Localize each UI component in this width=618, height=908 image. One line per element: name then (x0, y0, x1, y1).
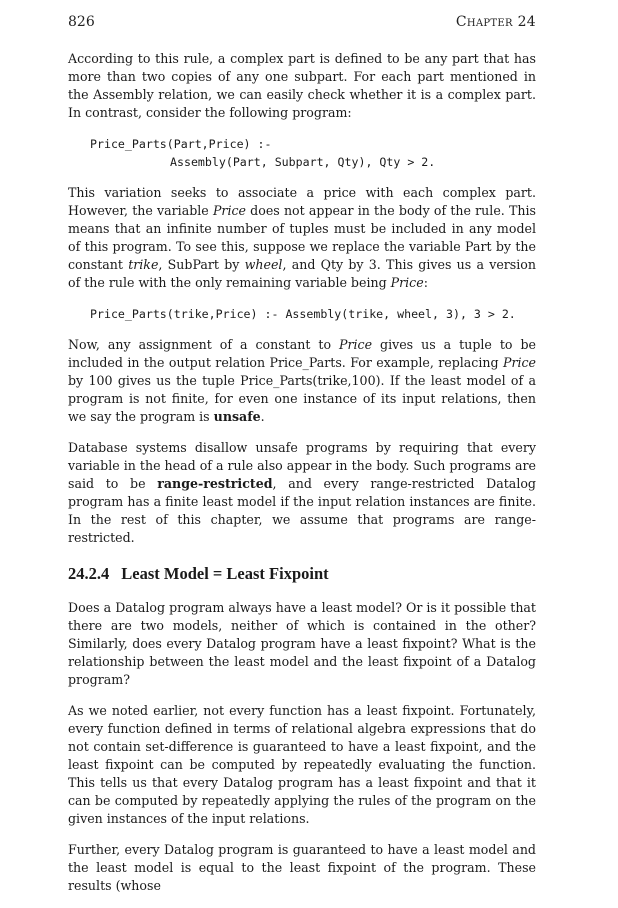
page-header (68, 14, 536, 30)
paragraph-range-restricted (68, 439, 536, 547)
variable-price: Price (339, 337, 373, 352)
code-block-price-parts (68, 135, 536, 171)
paragraph-questions: Does a Datalog program always have a least model? Or is it possible that there are two models, neither of which is contained in the other? Similarly, does every Datalog program have a least fixpoint? What is the relationship between the least model and the least fixpoint of a Datalog program? (68, 600, 536, 687)
paragraph-fixpoint: As we noted earlier, not every function has a least fixpoint. Fortunately, every function defined in terms of relational algebra expressions that do not contain set-difference is guaranteed to have a least fixpoint, and the least fixpoint can be computed by repeatedly evaluating the function. This tells us that every Datalog program has a least fixpoint and that it can be computed by repeatedly applying the rules of the program on the given instances of the input relations. (68, 703, 536, 826)
text-span: , and every range-restricted Datalog program has a finite least model if the input relation instances are finite. In the rest of this chapter, we assume that programs are range-restricted. (68, 476, 536, 545)
variable-price: Price (502, 355, 536, 370)
text-span: . (260, 409, 265, 424)
constant-trike: trike (128, 257, 159, 272)
page-body (68, 50, 536, 908)
paragraph-variation (68, 184, 536, 292)
text-span: : (423, 275, 428, 290)
paragraph-assignment (68, 336, 536, 426)
variable-price: Price (390, 275, 424, 290)
text-span: Database systems disallow unsafe programs by requiring that every variable in the head of a rule also appear in the body. Such programs are said to be (68, 440, 536, 491)
text-span: This variation seeks to associate a price with each complex part. However, the variable (68, 185, 536, 218)
code-line: Price_Parts(Part,Price) :- (90, 137, 272, 151)
chapter-label: Chapter 24 (455, 14, 536, 30)
section-number: 24.2.4 (68, 564, 110, 583)
term-range-restricted: range-restricted (157, 476, 273, 491)
text-span: does not appear in the body of the rule. This means that an infinite number of tuples must be included in any model of this program. To see this, suppose we replace the variable Part by the constant (68, 203, 536, 272)
paragraph-least-model: Further, every Datalog program is guaranteed to have a least model and the least model is equal to the least fixpoint of the program. These results (whose (68, 842, 536, 893)
variable-price: Price (212, 203, 246, 218)
text-span: , and Qty by 3. This gives us a version of the rule with the only remaining variable being (68, 257, 536, 290)
text-span: , SubPart by (158, 257, 245, 272)
text-span: Now, any assignment of a constant to (68, 337, 340, 352)
code-line: Assembly(Part, Subpart, Qty), Qty > 2. (170, 155, 436, 169)
page-number: 826 (68, 14, 95, 30)
text-span: by 100 gives us the tuple Price_Parts(trike,100). If the least model of a program is not finite, for even one instance of its input relations, then we say the program is (68, 373, 536, 424)
section-heading (68, 564, 536, 584)
section-title: Least Model = Least Fixpoint (121, 564, 329, 583)
term-unsafe: unsafe (213, 409, 261, 424)
paragraph-complex-part: According to this rule, a complex part is defined to be any part that has more than two copies of any one subpart. For each part mentioned in the Assembly relation, we can easily check whether it is a complex part. In contrast, consider the following program: (68, 51, 536, 120)
text-span: gives us a tuple to be included in the output relation Price_Parts. For example, replacing (68, 337, 536, 370)
code-block-trike: Price_Parts(trike,Price) :- Assembly(trike, wheel, 3), 3 > 2. (90, 307, 516, 321)
constant-wheel: wheel (244, 257, 283, 272)
